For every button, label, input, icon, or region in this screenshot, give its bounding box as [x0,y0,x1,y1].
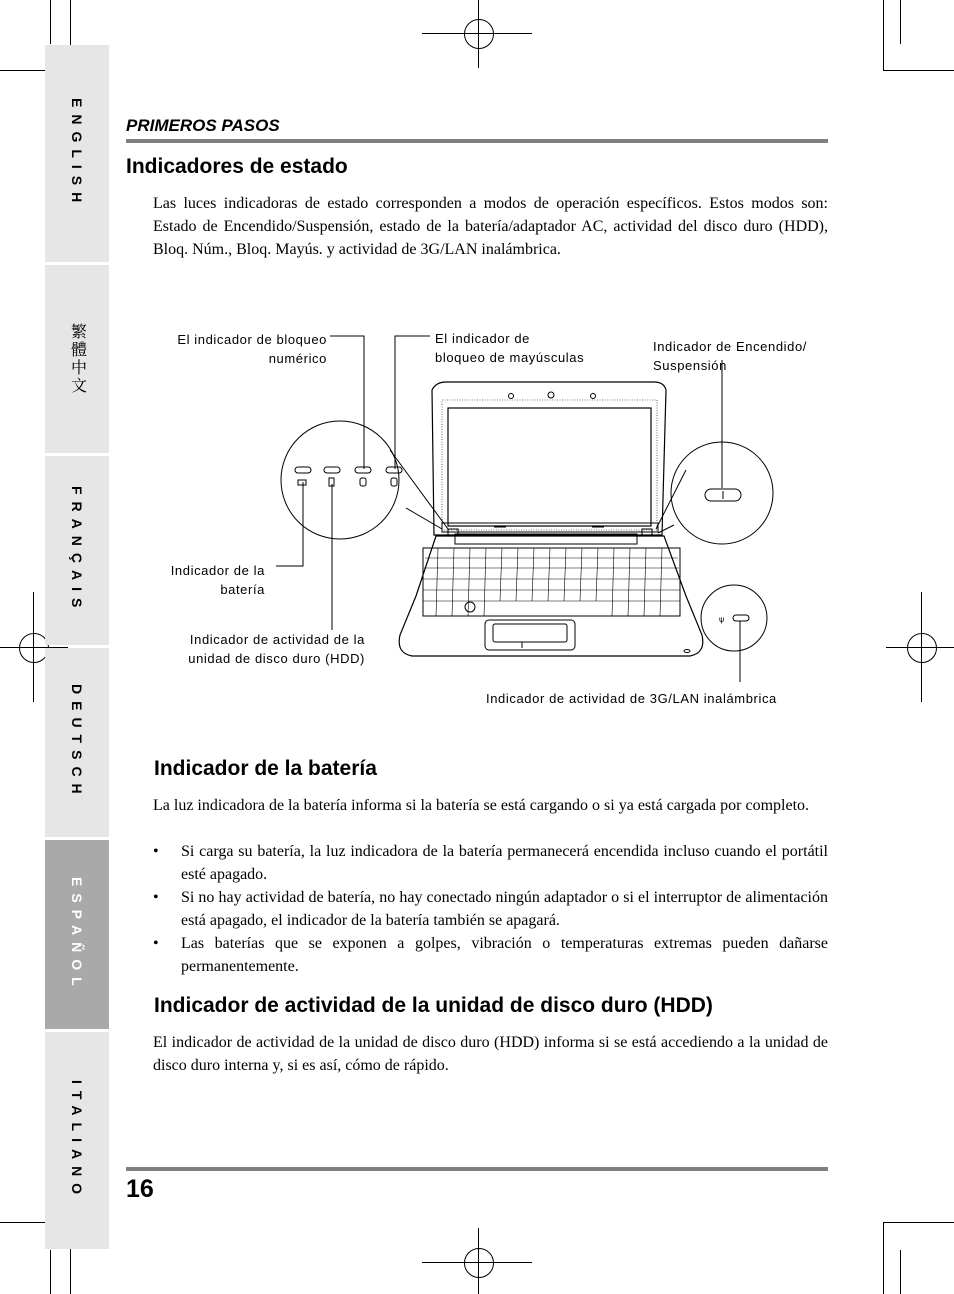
bullet-text: Si no hay actividad de batería, no hay conectado ningún adaptador o si el interruptor de alimentación está apagado, el indicador de la batería también se apagará. [181,889,828,929]
callout-line: El indicador de [435,331,530,346]
battery-title: Indicador de la batería [154,757,377,780]
lang-tab-label: FRANÇAIS [69,486,85,615]
callout-line: batería [220,582,265,597]
lang-tab-french[interactable] [45,456,109,645]
callout-capslock [435,329,625,367]
lang-tab-label: ESPAÑOL [69,876,85,993]
callout-power [653,337,833,375]
lang-tab-german[interactable] [45,648,109,837]
hdd-title: Indicador de actividad de la unidad de disco duro (HDD) [154,994,713,1017]
callout-line: Indicador de la [170,563,265,578]
callout-line: numérico [268,351,327,366]
lang-tab-label: ENGLISH [69,97,85,210]
list-item [153,886,828,932]
callout-line: unidad de disco duro (HDD) [188,651,365,666]
bullet-text: Si carga su batería, la luz indicadora de la batería permanecerá encendida incluso cuando el portátil esté apagado. [181,843,828,883]
battery-intro: La luz indicadora de la batería informa si la batería se está cargando o si ya está cargada por completo. [153,797,810,814]
bullet-mark: • [153,843,159,860]
status-title: Indicadores de estado [126,155,348,178]
lang-tab-chinese[interactable] [45,265,109,453]
callout-line: Suspensión [653,358,727,373]
hdd-text: El indicador de actividad de la unidad de disco duro (HDD) informa si se está accediendo a la unidad de disco duro interna y, si es así, cómo de rápido. [153,1034,828,1074]
bullet-mark: • [153,889,159,906]
status-intro: Las luces indicadoras de estado corresponden a modos de operación específicos. Estos modos son: Estado de Encendido/Suspensión, estado de la batería/adaptador AC, actividad del disco duro (HDD), Bloq. Núm., Bloq. Mayús. y actividad de 3G/LAN inalámbrica. [153,195,828,258]
battery-bullets [153,840,828,978]
callout-hdd [135,630,365,668]
callout-line: bloqueo de mayúsculas [435,350,585,365]
bullet-mark: • [153,935,159,952]
lang-tab-label: DEUTSCH [69,684,85,801]
callout-numlock [135,330,327,368]
footer-rule [126,1167,828,1171]
lang-tab-italian[interactable] [45,1032,109,1249]
callout-battery [135,561,265,599]
callout-line: Indicador de actividad de la [189,632,365,647]
lang-tab-label: 繁體中文 [68,323,86,395]
lang-tab-label: ITALIANO [69,1079,85,1202]
callout-line: Indicador de actividad de 3G/LAN inalámbrica [486,691,777,706]
header-rule [126,139,828,143]
svg-text:ψ: ψ [719,615,725,624]
callout-line: Indicador de Encendido/ [653,339,808,354]
bullet-text: Las baterías que se exponen a golpes, vibración o temperaturas extremas pueden dañarse permanentemente. [181,935,828,975]
page-number: 16 [126,1175,154,1203]
list-item [153,932,828,978]
list-item [153,840,828,886]
lang-tab-english[interactable] [45,45,109,262]
lang-tab-spanish[interactable] [45,840,109,1029]
callout-wireless [486,689,826,708]
section-header: PRIMEROS PASOS [126,116,280,135]
callout-line: El indicador de bloqueo [177,332,327,347]
